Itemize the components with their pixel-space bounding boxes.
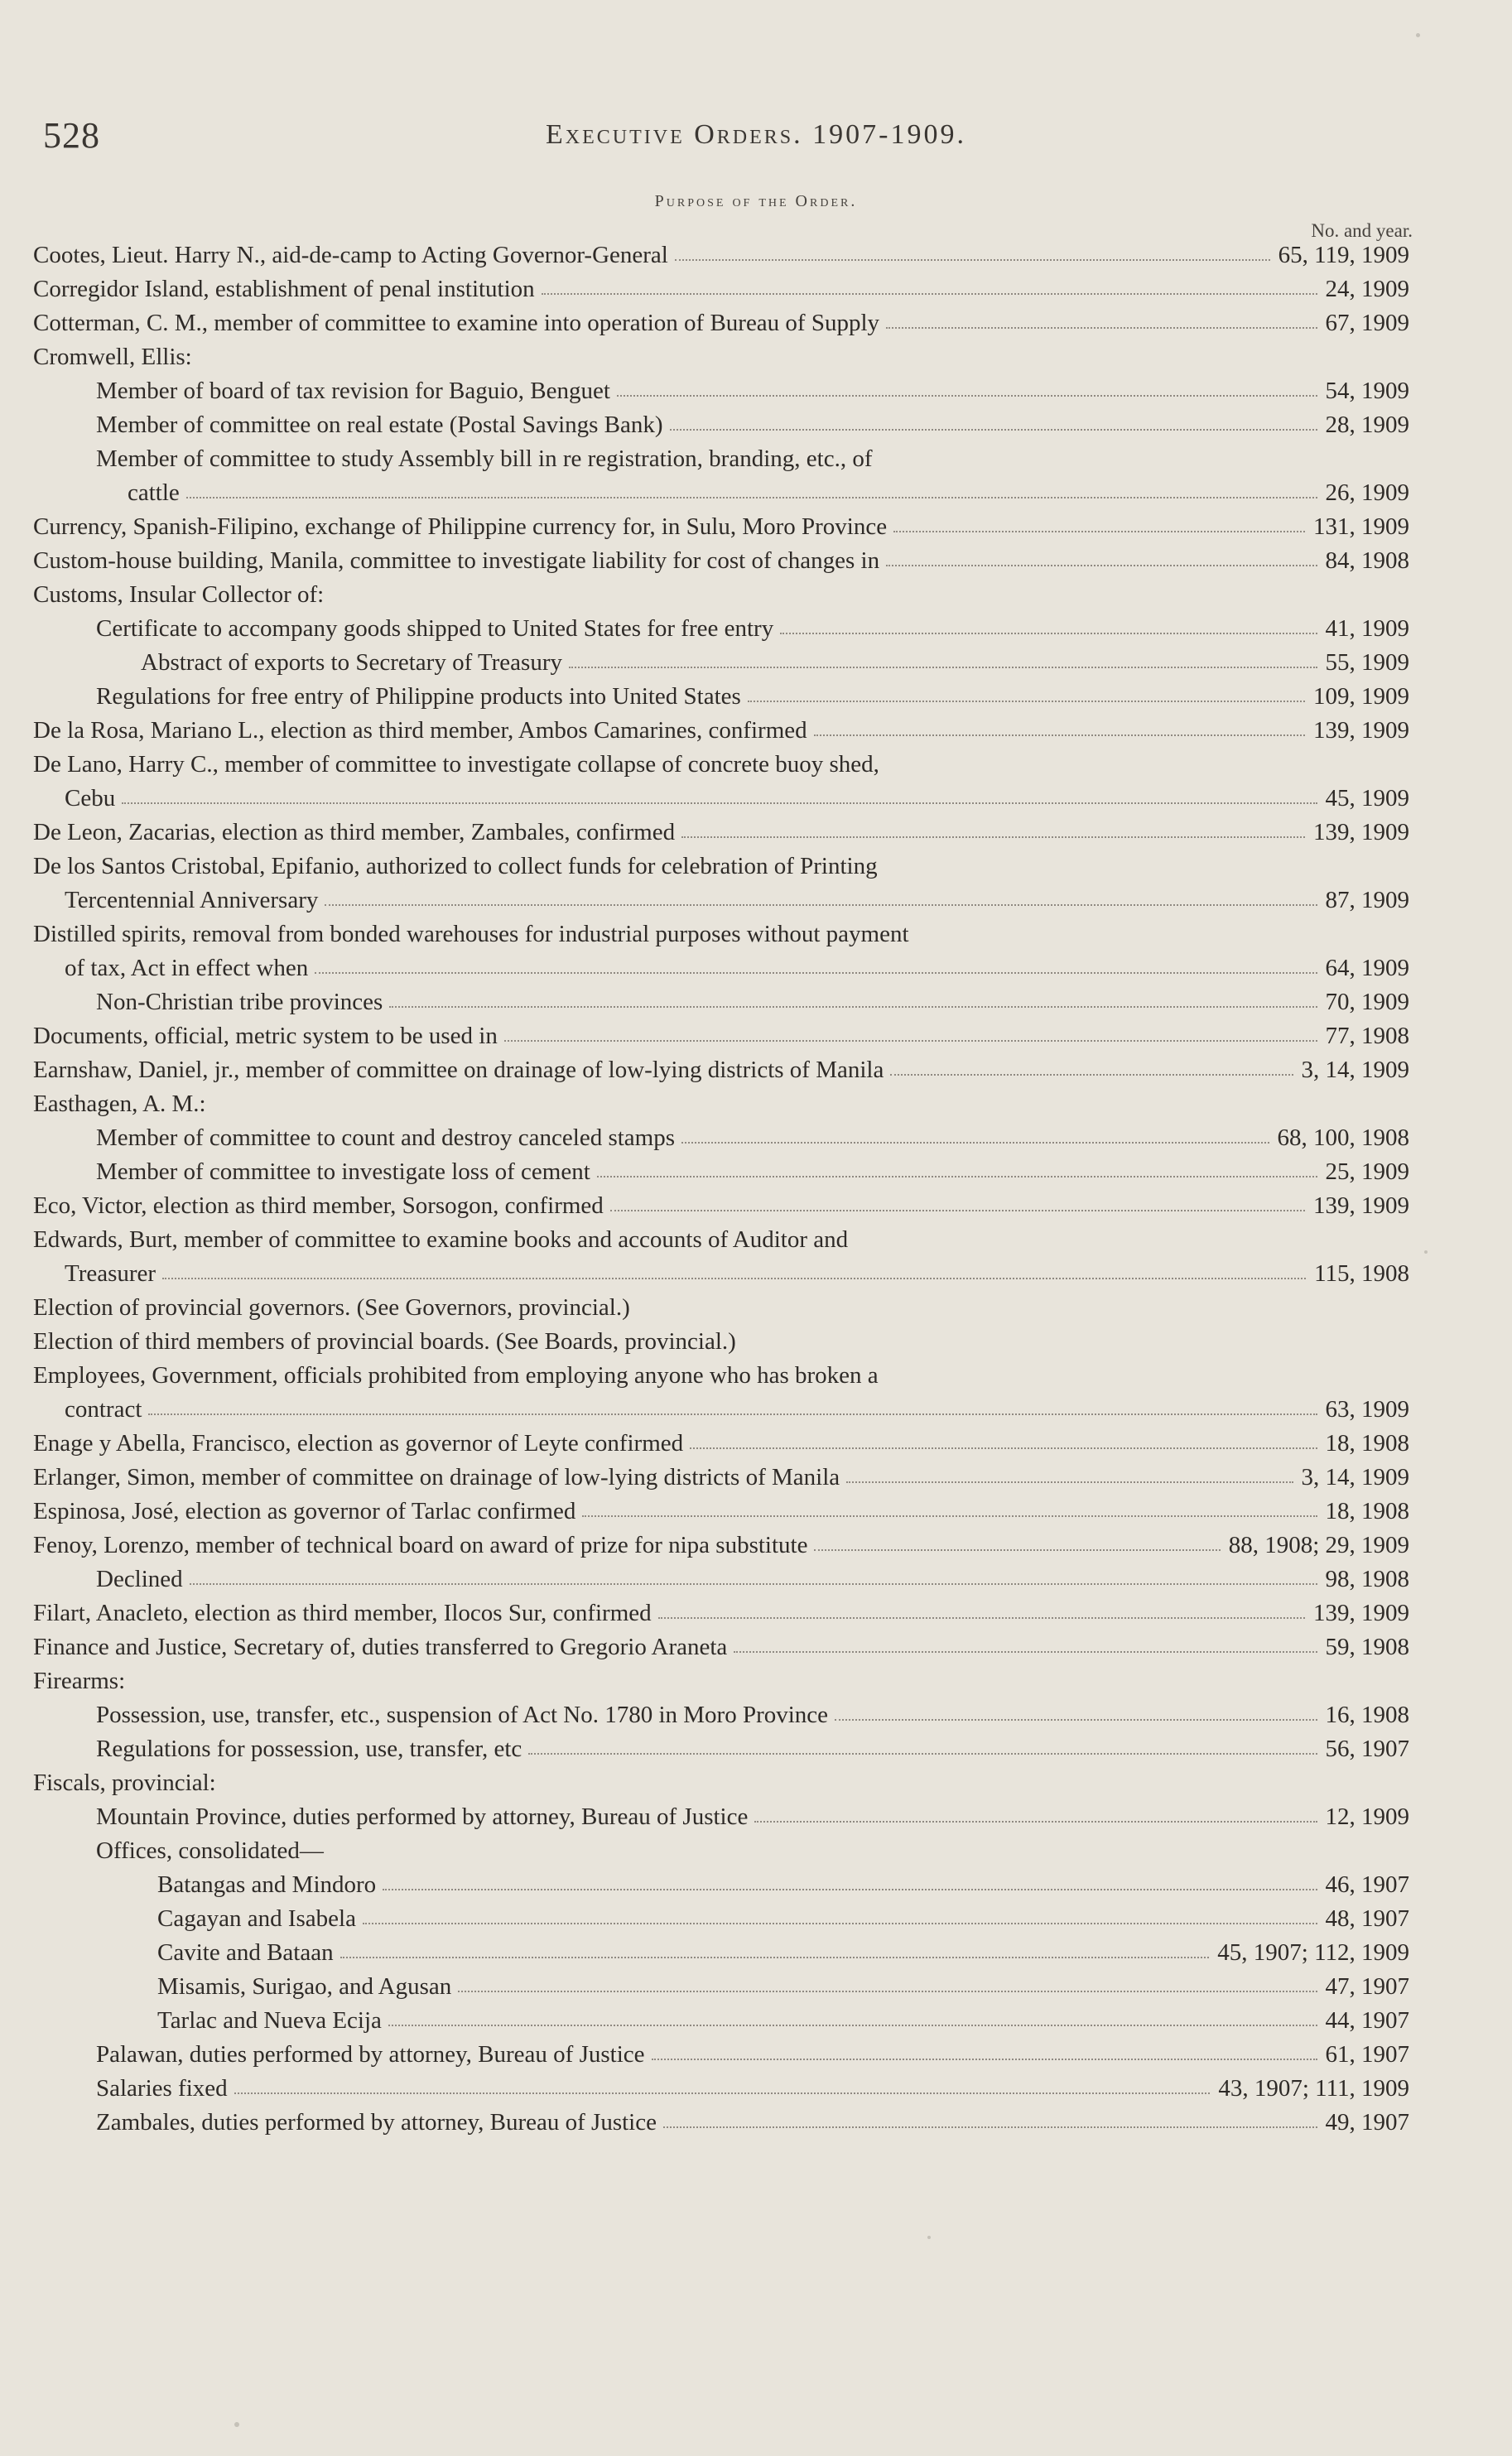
dot-leader xyxy=(340,1957,1210,1958)
index-entry xyxy=(33,510,1409,544)
entry-text: Election of third members of provincial boards. (See Boards, provincial.) xyxy=(33,1328,736,1355)
index-entry xyxy=(33,1970,1409,2004)
running-title: Executive Orders. 1907-1909. xyxy=(546,119,966,150)
entry-text: Abstract of exports to Secretary of Treasury xyxy=(141,649,562,676)
entry-reference: 43, 1907; 111, 1909 xyxy=(1218,2075,1409,2102)
dot-leader xyxy=(690,1447,1317,1449)
index-entry xyxy=(33,1053,1409,1087)
index-entry xyxy=(33,1732,1409,1766)
dot-leader xyxy=(528,1753,1317,1755)
dot-leader xyxy=(389,1006,1317,1008)
index-entry xyxy=(33,1664,1409,1698)
entry-text: Cavite and Bataan xyxy=(157,1939,334,1966)
entry-text: Filart, Anacleto, election as third member, Ilocos Sur, confirmed xyxy=(33,1600,652,1626)
dot-leader xyxy=(325,904,1317,906)
entry-reference: 16, 1908 xyxy=(1325,1702,1409,1728)
index-entry xyxy=(33,1495,1409,1529)
entry-text: Erlanger, Simon, member of committee on drainage of low-lying districts of Manila xyxy=(33,1464,840,1490)
dot-leader xyxy=(122,802,1317,804)
dot-leader xyxy=(617,395,1317,397)
entry-text: Member of committee to count and destroy canceled stamps xyxy=(96,1124,676,1151)
column-header: No. and year. xyxy=(1311,220,1413,241)
entry-text: Earnshaw, Daniel, jr., member of committee on drainage of low-lying districts of Manila xyxy=(33,1057,884,1083)
index-entry xyxy=(33,374,1409,408)
index-entry xyxy=(33,1902,1409,1936)
entry-reference: 70, 1909 xyxy=(1325,989,1409,1015)
section-header: Purpose of the Order. xyxy=(654,192,858,210)
entry-text: Tarlac and Nueva Ecija xyxy=(157,2007,382,2034)
index-entry xyxy=(33,1325,1409,1359)
entry-text: Custom-house building, Manila, committee to investigate liability for cost of changes in xyxy=(33,547,880,574)
dot-leader xyxy=(846,1481,1293,1483)
dot-leader xyxy=(148,1413,1317,1415)
dot-leader xyxy=(748,701,1305,702)
entry-reference: 139, 1909 xyxy=(1313,819,1409,845)
dot-leader xyxy=(681,836,1305,838)
entry-reference: 48, 1907 xyxy=(1325,1905,1409,1932)
dot-leader xyxy=(610,1210,1305,1211)
dot-leader xyxy=(886,565,1317,566)
index-entry xyxy=(33,748,1409,816)
dot-leader xyxy=(835,1719,1317,1721)
dot-leader xyxy=(675,259,1270,261)
entry-reference: 61, 1907 xyxy=(1325,2041,1409,2068)
entry-text: Customs, Insular Collector of: xyxy=(33,581,325,608)
dot-leader xyxy=(652,2059,1317,2060)
entry-reference: 68, 100, 1908 xyxy=(1277,1124,1409,1151)
paper-speck xyxy=(927,2236,931,2239)
paper-speck xyxy=(1424,1250,1428,1254)
entry-text: Non-Christian tribe provinces xyxy=(96,989,383,1015)
dot-leader xyxy=(886,327,1317,329)
entry-reference: 59, 1908 xyxy=(1325,1634,1409,1660)
index-entry xyxy=(33,1596,1409,1630)
index-entry xyxy=(33,2106,1409,2140)
dot-leader xyxy=(663,2126,1317,2128)
index-entry xyxy=(33,1291,1409,1325)
entry-text: Enage y Abella, Francisco, election as governor of Leyte confirmed xyxy=(33,1430,684,1457)
index-entry xyxy=(33,1834,1409,1868)
index-entry xyxy=(33,816,1409,850)
index-entry xyxy=(33,985,1409,1019)
entry-continuation: Treasurer xyxy=(65,1260,156,1287)
index-entry xyxy=(33,1155,1409,1189)
dot-leader xyxy=(658,1617,1305,1619)
entry-text: Cromwell, Ellis: xyxy=(33,344,192,370)
index-entry xyxy=(33,272,1409,306)
index-entry xyxy=(33,408,1409,442)
dot-leader xyxy=(893,531,1305,532)
index-entry xyxy=(33,1019,1409,1053)
dot-leader xyxy=(234,2092,1211,2094)
entry-text: Espinosa, José, election as governor of Tarlac confirmed xyxy=(33,1498,576,1524)
index-entry xyxy=(33,1800,1409,1834)
entry-reference: 45, 1909 xyxy=(1325,785,1409,811)
entry-text: Zambales, duties performed by attorney, Bureau of Justice xyxy=(96,2109,657,2136)
index-entry xyxy=(33,1563,1409,1596)
entry-reference: 84, 1908 xyxy=(1325,547,1409,574)
dot-leader xyxy=(388,2025,1317,2026)
dot-leader xyxy=(569,667,1317,668)
entry-text: Mountain Province, duties performed by attorney, Bureau of Justice xyxy=(96,1803,749,1830)
index-entry xyxy=(33,1936,1409,1970)
entry-text: Batangas and Mindoro xyxy=(157,1871,377,1898)
entry-text: Possession, use, transfer, etc., suspension of Act No. 1780 in Moro Province xyxy=(96,1702,829,1728)
entry-text: Regulations for possession, use, transfer, etc xyxy=(96,1736,522,1762)
entry-text: Palawan, duties performed by attorney, Bureau of Justice xyxy=(96,2041,645,2068)
entry-reference: 87, 1909 xyxy=(1325,887,1409,913)
entry-reference: 139, 1909 xyxy=(1313,717,1409,744)
entry-reference: 25, 1909 xyxy=(1325,1158,1409,1185)
entry-reference: 88, 1908; 29, 1909 xyxy=(1228,1532,1409,1558)
index-entry xyxy=(33,578,1409,612)
entry-text: Edwards, Burt, member of committee to examine books and accounts of Auditor and xyxy=(33,1226,849,1253)
dot-leader xyxy=(754,1821,1317,1823)
entry-text: Cotterman, C. M., member of committee to examine into operation of Bureau of Supply xyxy=(33,310,880,336)
entry-reference: 41, 1909 xyxy=(1325,615,1409,642)
entry-text: Salaries fixed xyxy=(96,2075,228,2102)
index-entry xyxy=(33,714,1409,748)
entry-text: Member of board of tax revision for Baguio, Benguet xyxy=(96,378,610,404)
dot-leader xyxy=(363,1923,1317,1924)
index-entry xyxy=(33,442,1409,510)
entry-text: De Lano, Harry C., member of committee to investigate collapse of concrete buoy shed, xyxy=(33,751,879,778)
index-entry xyxy=(33,1189,1409,1223)
entry-text: Documents, official, metric system to be used in xyxy=(33,1023,498,1049)
entry-reference: 139, 1909 xyxy=(1313,1192,1409,1219)
entry-reference: 67, 1909 xyxy=(1325,310,1409,336)
index-entry xyxy=(33,2072,1409,2106)
entry-text: De la Rosa, Mariano L., election as third member, Ambos Camarines, confirmed xyxy=(33,717,807,744)
dot-leader xyxy=(780,633,1317,634)
index-entry xyxy=(33,2038,1409,2072)
dot-leader xyxy=(890,1074,1293,1076)
paper-speck xyxy=(1416,33,1420,37)
index-entry xyxy=(33,2004,1409,2038)
entry-text: Declined xyxy=(96,1566,183,1592)
entry-text: Member of committee to study Assembly bill in re registration, branding, etc., of xyxy=(96,445,873,472)
dot-leader xyxy=(190,1583,1317,1585)
dot-leader xyxy=(186,497,1317,498)
entry-text: De Leon, Zacarias, election as third member, Zambales, confirmed xyxy=(33,819,676,845)
index-entry xyxy=(33,1868,1409,1902)
entry-text: Currency, Spanish-Filipino, exchange of Philippine currency for, in Sulu, Moro Province xyxy=(33,513,888,540)
entry-reference: 56, 1907 xyxy=(1325,1736,1409,1762)
entry-continuation: contract xyxy=(65,1396,142,1423)
dot-leader xyxy=(681,1142,1269,1144)
entry-text: Cootes, Lieut. Harry N., aid-de-camp to Acting Governor-General xyxy=(33,242,668,268)
entry-reference: 3, 14, 1909 xyxy=(1301,1057,1409,1083)
index-entry xyxy=(33,680,1409,714)
dot-leader xyxy=(542,293,1317,295)
index-entry xyxy=(33,340,1409,374)
entry-reference: 3, 14, 1909 xyxy=(1301,1464,1409,1490)
index-entry xyxy=(33,1766,1409,1800)
entry-text: Fiscals, provincial: xyxy=(33,1770,216,1796)
index-entry xyxy=(33,1529,1409,1563)
index-entry xyxy=(33,1359,1409,1427)
entry-continuation: cattle xyxy=(128,479,180,506)
entry-continuation: Tercentennial Anniversary xyxy=(65,887,319,913)
entry-reference: 44, 1907 xyxy=(1325,2007,1409,2034)
entry-reference: 54, 1909 xyxy=(1325,378,1409,404)
entry-text: Offices, consolidated— xyxy=(96,1837,324,1864)
dot-leader xyxy=(383,1889,1317,1890)
entry-reference: 49, 1907 xyxy=(1325,2109,1409,2136)
index-entry xyxy=(33,1461,1409,1495)
entry-text: Fenoy, Lorenzo, member of technical board on award of prize for nipa substitute xyxy=(33,1532,808,1558)
dot-leader xyxy=(315,972,1317,974)
entry-text: Firearms: xyxy=(33,1668,126,1694)
dot-leader xyxy=(582,1515,1317,1517)
entry-text: Certificate to accompany goods shipped to United States for free entry xyxy=(96,615,774,642)
entry-reference: 65, 119, 1909 xyxy=(1278,242,1409,268)
index-entry xyxy=(33,1630,1409,1664)
dot-leader xyxy=(458,1991,1317,1992)
entry-continuation: Cebu xyxy=(65,785,116,811)
entry-text: Election of provincial governors. (See Governors, provincial.) xyxy=(33,1294,630,1321)
entry-reference: 109, 1909 xyxy=(1313,683,1409,710)
entry-reference: 115, 1908 xyxy=(1314,1260,1409,1287)
entry-text: Finance and Justice, Secretary of, duties transferred to Gregorio Araneta xyxy=(33,1634,728,1660)
entry-text: Easthagen, A. M.: xyxy=(33,1091,206,1117)
entry-reference: 46, 1907 xyxy=(1325,1871,1409,1898)
entry-reference: 131, 1909 xyxy=(1313,513,1409,540)
entry-reference: 47, 1907 xyxy=(1325,1973,1409,2000)
entry-reference: 77, 1908 xyxy=(1325,1023,1409,1049)
page-number: 528 xyxy=(43,115,100,156)
index-entry xyxy=(33,850,1409,917)
index-entry xyxy=(33,1087,1409,1121)
entry-text: Regulations for free entry of Philippine products into United States xyxy=(96,683,741,710)
entry-reference: 18, 1908 xyxy=(1325,1430,1409,1457)
entry-reference: 98, 1908 xyxy=(1325,1566,1409,1592)
entry-reference: 28, 1909 xyxy=(1325,412,1409,438)
dot-leader xyxy=(162,1278,1306,1279)
dot-leader xyxy=(504,1040,1317,1042)
dot-leader xyxy=(814,734,1305,736)
entry-text: Distilled spirits, removal from bonded warehouses for industrial purposes without payment xyxy=(33,921,909,947)
index-entries xyxy=(33,238,1409,2140)
index-entry xyxy=(33,1121,1409,1155)
index-entry xyxy=(33,1223,1409,1291)
index-entry xyxy=(33,646,1409,680)
index-entry xyxy=(33,544,1409,578)
entry-text: De los Santos Cristobal, Epifanio, authorized to collect funds for celebration of Printing xyxy=(33,853,878,879)
entry-reference: 55, 1909 xyxy=(1325,649,1409,676)
entry-reference: 24, 1909 xyxy=(1325,276,1409,302)
index-entry xyxy=(33,917,1409,985)
entry-reference: 45, 1907; 112, 1909 xyxy=(1217,1939,1409,1966)
entry-text: Eco, Victor, election as third member, Sorsogon, confirmed xyxy=(33,1192,604,1219)
entry-reference: 18, 1908 xyxy=(1325,1498,1409,1524)
entry-reference: 139, 1909 xyxy=(1313,1600,1409,1626)
dot-leader xyxy=(734,1651,1317,1653)
entry-text: Member of committee to investigate loss of cement xyxy=(96,1158,590,1185)
entry-reference: 12, 1909 xyxy=(1325,1803,1409,1830)
paper-speck xyxy=(234,2422,239,2427)
entry-reference: 26, 1909 xyxy=(1325,479,1409,506)
entry-text: Corregidor Island, establishment of penal institution xyxy=(33,276,535,302)
entry-text: Employees, Government, officials prohibited from employing anyone who has broken a xyxy=(33,1362,879,1389)
entry-text: Misamis, Surigao, and Agusan xyxy=(157,1973,452,2000)
entry-text: Cagayan and Isabela xyxy=(157,1905,356,1932)
index-entry xyxy=(33,612,1409,646)
index-entry xyxy=(33,1427,1409,1461)
index-entry xyxy=(33,238,1409,272)
entry-reference: 64, 1909 xyxy=(1325,955,1409,981)
index-entry xyxy=(33,1698,1409,1732)
dot-leader xyxy=(670,429,1317,431)
index-entry xyxy=(33,306,1409,340)
entry-reference: 63, 1909 xyxy=(1325,1396,1409,1423)
entry-continuation: of tax, Act in effect when xyxy=(65,955,309,981)
dot-leader xyxy=(814,1549,1220,1551)
dot-leader xyxy=(597,1176,1317,1177)
entry-text: Member of committee on real estate (Postal Savings Bank) xyxy=(96,412,663,438)
